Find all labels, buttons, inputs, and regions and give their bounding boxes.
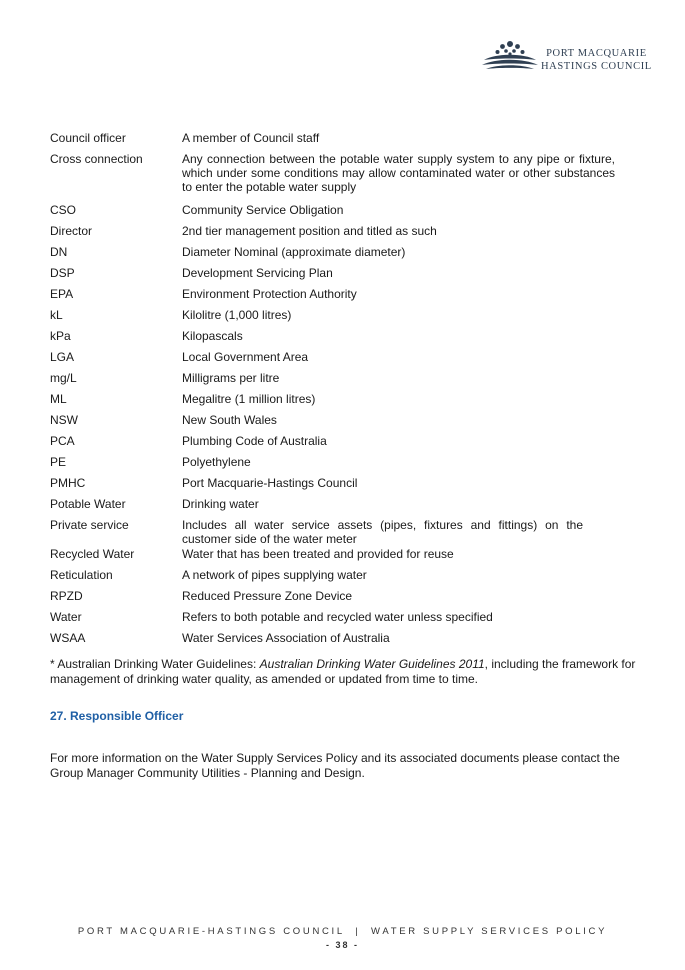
glossary-term: RPZD xyxy=(50,589,83,603)
glossary-definition: Any connection between the potable water supply system to any pipe or fixture, which under some conditions may allow contaminated water or other substances to enter the potable water supply xyxy=(182,152,615,194)
glossary-definition: Kilolitre (1,000 litres) xyxy=(182,308,292,322)
glossary-term: kL xyxy=(50,308,63,322)
glossary-row xyxy=(50,130,615,151)
glossary-definition: Includes all water service assets (pipes, fixtures and fittings) on the customer side of the water meter xyxy=(182,518,583,546)
glossary-row xyxy=(50,630,615,651)
glossary-table xyxy=(50,130,615,651)
logo-line-2: HASTINGS COUNCIL xyxy=(541,60,652,72)
glossary-row xyxy=(50,517,615,546)
glossary-row xyxy=(50,307,615,328)
glossary-term: NSW xyxy=(50,413,78,427)
logo-line-1: PORT MACQUARIE xyxy=(546,48,647,59)
glossary-term: Private service xyxy=(50,518,129,532)
page-number: - 38 - xyxy=(325,940,359,950)
glossary-row xyxy=(50,391,615,412)
glossary-term: Director xyxy=(50,224,93,238)
glossary-term: Reticulation xyxy=(50,568,113,582)
glossary-term: EPA xyxy=(50,287,74,301)
glossary-definition: Polyethylene xyxy=(182,455,251,469)
glossary-definition: A member of Council staff xyxy=(182,131,320,145)
glossary-definition: Environment Protection Authority xyxy=(182,287,357,301)
glossary-row xyxy=(50,454,615,475)
glossary-term: DN xyxy=(50,245,68,259)
glossary-term: kPa xyxy=(50,329,71,343)
glossary-definition: Diameter Nominal (approximate diameter) xyxy=(182,245,406,259)
glossary-term: Cross connection xyxy=(50,152,143,166)
glossary-term: PCA xyxy=(50,434,75,448)
note-suffix: , including the framework for management of drinking water quality, as amended or updated from time to time. xyxy=(50,657,636,686)
glossary-term: Potable Water xyxy=(50,497,126,511)
glossary-term: mg/L xyxy=(50,371,77,385)
glossary-row xyxy=(50,433,615,454)
glossary-term: ML xyxy=(50,392,67,406)
note-title: Australian Drinking Water Guidelines 2011 xyxy=(259,657,485,671)
glossary-term: Water xyxy=(50,610,82,624)
glossary-term: WSAA xyxy=(50,631,86,645)
glossary-row xyxy=(50,496,615,517)
glossary-row xyxy=(50,349,615,370)
glossary-row xyxy=(50,286,615,307)
glossary-definition: Reduced Pressure Zone Device xyxy=(182,589,353,603)
glossary-row xyxy=(50,475,615,496)
glossary-term: LGA xyxy=(50,350,75,364)
section-heading: 27. Responsible Officer xyxy=(50,709,184,723)
glossary-definition: Water that has been treated and provided for reuse xyxy=(182,547,454,561)
glossary-row xyxy=(50,202,615,223)
guidelines-note xyxy=(50,657,645,686)
glossary-definition: Refers to both potable and recycled water unless specified xyxy=(182,610,493,624)
contact-paragraph: For more information on the Water Supply Services Policy and its associated documents please contact the Group Manager Community Utilities - Planning and Design. xyxy=(50,751,620,780)
glossary-row xyxy=(50,244,615,265)
council-logo-text xyxy=(541,48,652,73)
glossary-row xyxy=(50,588,615,609)
glossary-row xyxy=(50,151,615,202)
glossary-term: Council officer xyxy=(50,131,126,145)
glossary-definition: New South Wales xyxy=(182,413,277,427)
glossary-row xyxy=(50,328,615,349)
glossary-definition: Port Macquarie-Hastings Council xyxy=(182,476,358,490)
note-prefix: * Australian Drinking Water Guidelines: xyxy=(50,657,260,671)
glossary-row xyxy=(50,223,615,244)
glossary-term: Recycled Water xyxy=(50,547,135,561)
glossary-term: PE xyxy=(50,455,67,469)
page-footer xyxy=(0,926,685,937)
glossary-term: DSP xyxy=(50,266,75,280)
glossary-row xyxy=(50,265,615,286)
glossary-definition: 2nd tier management position and titled as such xyxy=(182,224,437,238)
glossary-definition: Plumbing Code of Australia xyxy=(182,434,327,448)
glossary-row xyxy=(50,370,615,391)
footer-text: PORT MACQUARIE-HASTINGS COUNCIL | WATER SUPPLY SERVICES POLICY xyxy=(77,926,608,937)
glossary-definition: Water Services Association of Australia xyxy=(182,631,390,645)
glossary-definition: Drinking water xyxy=(182,497,259,511)
council-emblem-icon xyxy=(478,38,542,78)
glossary-definition: Development Servicing Plan xyxy=(182,266,333,280)
glossary-row xyxy=(50,567,615,588)
council-logo xyxy=(478,38,652,78)
glossary-definition: A network of pipes supplying water xyxy=(182,568,367,582)
glossary-term: CSO xyxy=(50,203,77,217)
glossary-row xyxy=(50,412,615,433)
glossary-definition: Milligrams per litre xyxy=(182,371,280,385)
glossary-definition: Megalitre (1 million litres) xyxy=(182,392,316,406)
glossary-row xyxy=(50,609,615,630)
glossary-term: PMHC xyxy=(50,476,86,490)
glossary-definition: Kilopascals xyxy=(182,329,243,343)
glossary-row xyxy=(50,546,615,567)
glossary-definition: Community Service Obligation xyxy=(182,203,344,217)
glossary-definition: Local Government Area xyxy=(182,350,309,364)
